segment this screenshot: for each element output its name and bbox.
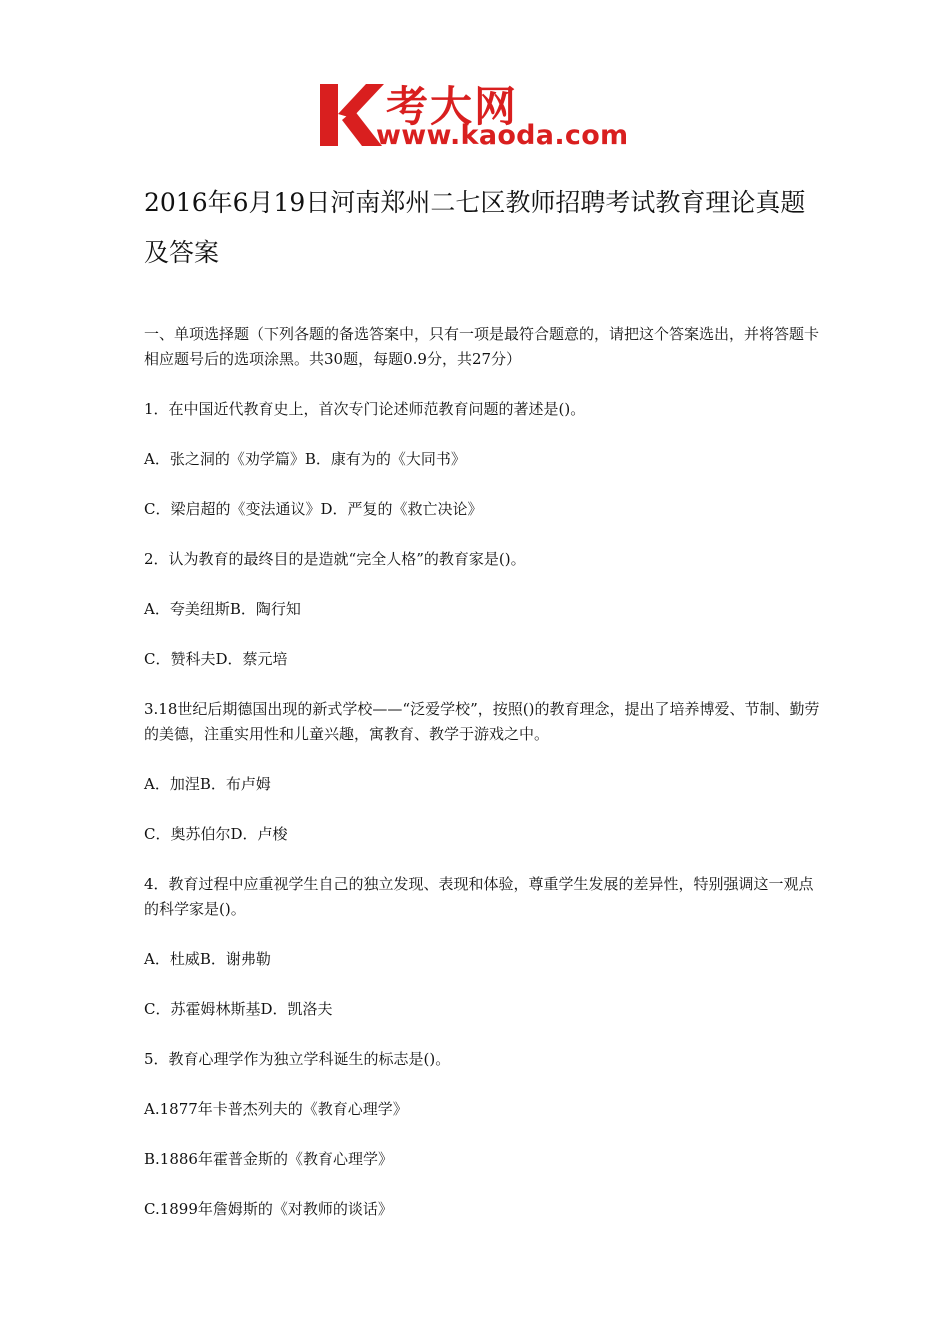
question-5-option-b: B.1886年霍普金斯的《教育心理学》 (144, 1150, 393, 1168)
question-1-options-cd: C．梁启超的《变法通议》D．严复的《救亡决论》 (144, 500, 483, 518)
logo-chinese-text: 考大网 (386, 82, 519, 131)
question-4-options-ab: A．杜威B．谢弗勒 (144, 950, 271, 968)
question-5-option-a: A.1877年卡普杰列夫的《教育心理学》 (144, 1100, 408, 1118)
question-1: 1．在中国近代教育史上，首次专门论述师范教育问题的著述是()。 (144, 400, 586, 418)
document-title: 2016年6月19日河南郑州二七区教师招聘考试教育理论真题及答案 (144, 188, 806, 267)
question-3: 3.18世纪后期德国出现的新式学校——“泛爱学校”，按照()的教育理念，提出了培养博爱、节制、勤劳的美德，注重实用性和儿童兴趣，寓教育、教学于游戏之中。 (144, 700, 820, 743)
question-3-options-cd: C．奥苏伯尔D．卢梭 (144, 825, 288, 843)
logo-url-text: www.kaoda.com (376, 120, 629, 151)
kaoda-logo (318, 80, 648, 160)
question-1-options-ab: A．张之洞的《劝学篇》B．康有为的《大同书》 (144, 450, 466, 468)
question-2-options-ab: A．夸美纽斯B．陶行知 (144, 600, 301, 618)
question-5-option-c: C.1899年詹姆斯的《对教师的谈话》 (144, 1200, 393, 1218)
section-intro: 一、单项选择题（下列各题的备选答案中，只有一项是最符合题意的，请把这个答案选出，并将答题卡相应题号后的选项涂黑。共30题，每题0.9分，共27分） (144, 325, 820, 368)
question-4-options-cd: C．苏霍姆林斯基D．凯洛夫 (144, 1000, 333, 1018)
question-3-options-ab: A．加涅B．布卢姆 (144, 775, 271, 793)
document-body (144, 322, 824, 1247)
question-4: 4．教育过程中应重视学生自己的独立发现、表现和体验，尊重学生发展的差异性，特别强调这一观点的科学家是()。 (144, 875, 814, 918)
question-2-options-cd: C．赞科夫D．蔡元培 (144, 650, 288, 668)
question-5: 5．教育心理学作为独立学科诞生的标志是()。 (144, 1050, 451, 1068)
k-logo-icon (318, 80, 384, 150)
question-2: 2．认为教育的最终目的是造就“完全人格”的教育家是()。 (144, 550, 526, 568)
